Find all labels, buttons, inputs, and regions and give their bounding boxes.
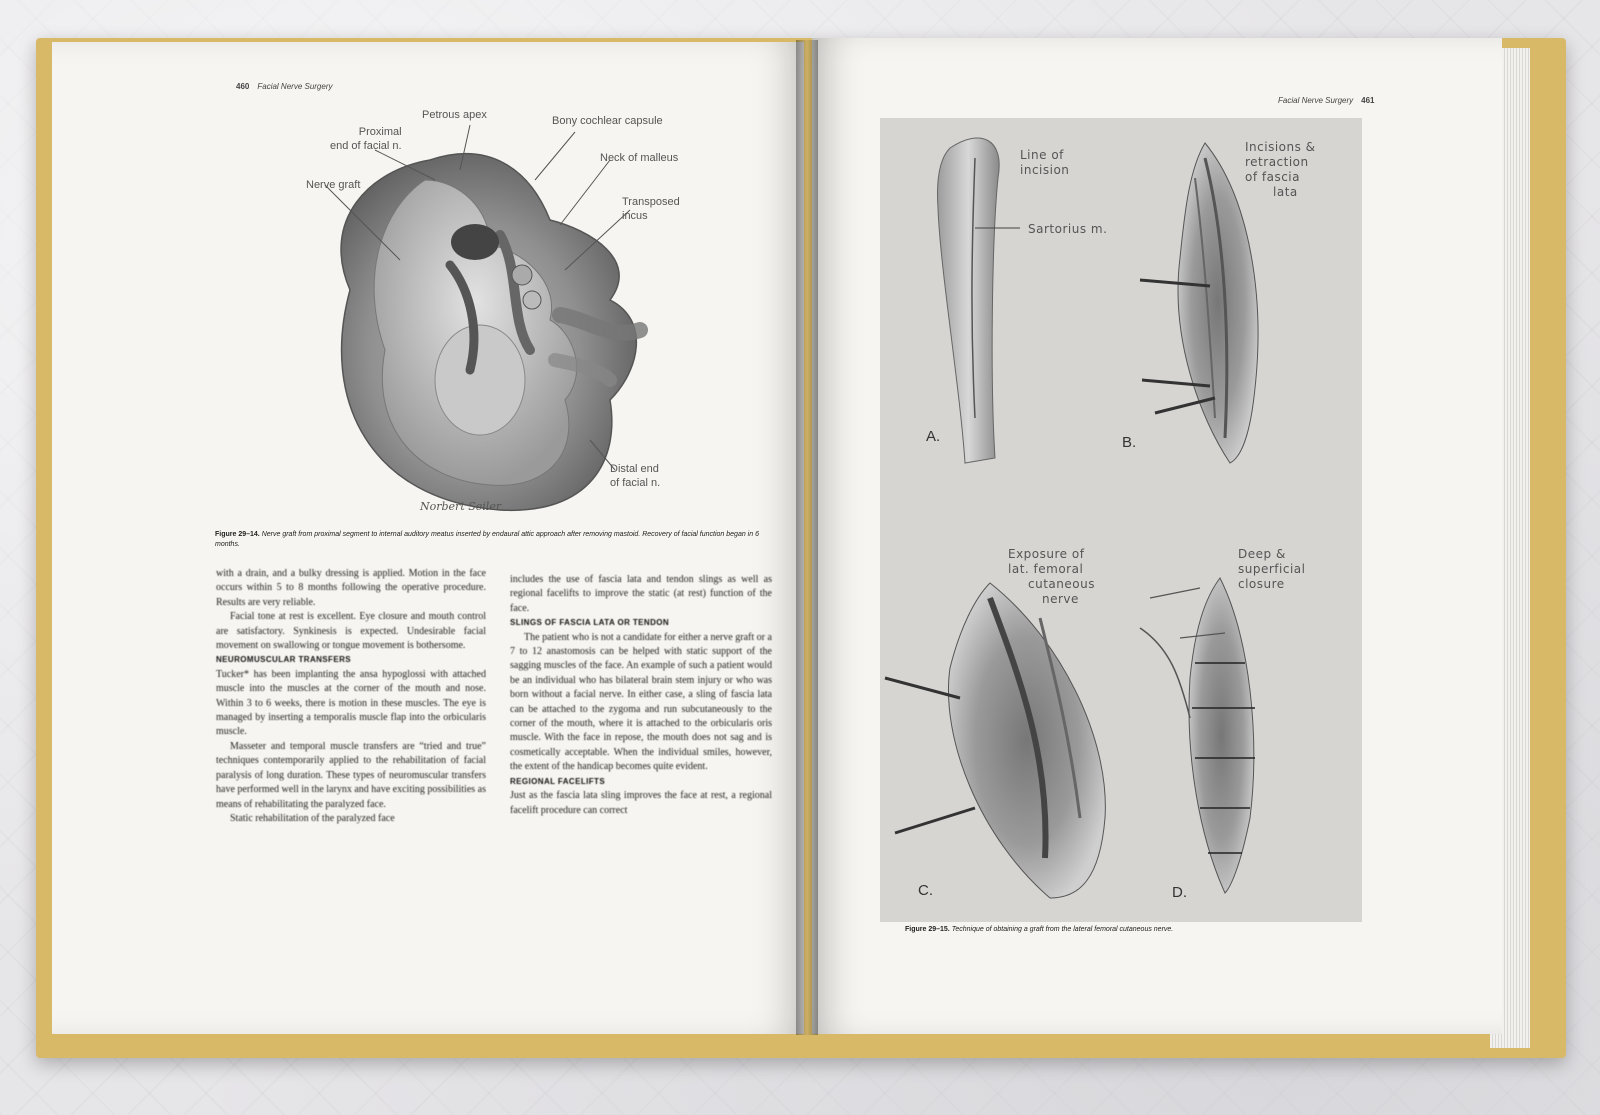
label-nerve-graft: Nerve graft — [306, 179, 361, 191]
paragraph: includes the use of fascia lata and tendon slings as well as regional facelifts to improve the static (at rest) function of the face. — [510, 574, 772, 614]
right-running-head — [1278, 96, 1383, 105]
left-figure-caption — [215, 530, 775, 550]
right-running-title: Facial Nerve Surgery — [1278, 96, 1354, 105]
label-transposed-incus: Transposed incus — [622, 196, 680, 222]
panel-label-b: B. — [1122, 434, 1137, 451]
panel-label-a: A. — [926, 428, 941, 445]
label-exposure-nerve: Exposure of lat. femoral cutaneous nerve — [1008, 547, 1095, 606]
panel-label-c: C. — [918, 882, 933, 899]
panel-label-d: D. — [1172, 884, 1187, 901]
left-column-2 — [510, 573, 772, 818]
label-distal-end: Distal end of facial n. — [610, 463, 661, 489]
paragraph: The patient who is not a candidate for either a nerve graft or a 7 to 12 anastomosis can be helped with static support of the sagging muscles of the face. An example of such a patient would be an individual who has bilateral brain stem injury or who was born without a facial nerve. In either case, a sling of fascia lata can be attached to the zygoma and run subcutaneously to the corner of the mouth, where it is attached to the orbicularis oris muscle. With the face in repose, the mouth does not sag and is cosmetically acceptable. When the individual smiles, however, the extent of the handicap becomes quite evident. — [510, 631, 772, 773]
label-closure: Deep & superficial closure — [1238, 547, 1306, 591]
label-proximal: Proximal end of facial n. — [330, 126, 402, 152]
left-caption-label: Figure 29–14. — [215, 531, 260, 538]
paragraph: Masseter and temporal muscle transfers are “tried and true” techniques contemporarily applied to the rehabilitation of facial paralysis of long duration. These types of neuromuscular transfers have performed well in the larynx and have exciting possibilities as means of rehabilitating the paralyzed face. — [216, 740, 486, 810]
section-heading: SLINGS OF FASCIA LATA OR TENDON — [510, 618, 670, 628]
left-page-number: 460 — [236, 82, 250, 91]
label-neck-malleus: Neck of malleus — [600, 152, 679, 164]
paragraph: Static rehabilitation of the paralyzed face — [230, 812, 395, 824]
label-petrous-apex: Petrous apex — [422, 109, 487, 121]
temporal-bone-illustration — [170, 70, 720, 530]
right-caption-text: Technique of obtaining a graft from the lateral femoral cutaneous nerve. — [951, 926, 1174, 933]
right-page-number: 461 — [1361, 96, 1375, 105]
label-bony-capsule: Bony cochlear capsule — [552, 115, 663, 127]
label-incisions-retraction: Incisions & retraction of fascia lata — [1245, 140, 1316, 199]
book-gutter — [796, 40, 818, 1035]
graft-technique-drawing — [880, 118, 1362, 922]
label-sartorius: Sartorius m. — [1028, 222, 1108, 236]
section-heading: NEUROMUSCULAR TRANSFERS — [216, 655, 351, 665]
left-column-1 — [216, 567, 486, 826]
paragraph: Facial tone at rest is excellent. Eye closure and mouth control are satisfactory. Synkinesis is expected. Undesirable facial movement on swallowing or tongue movement is bothersome. — [216, 611, 486, 652]
left-running-title: Facial Nerve Surgery — [257, 82, 333, 91]
left-caption-text: Nerve graft from proximal segment to internal auditory meatus inserted by endaural attic approach after removing mastoid. Recovery of facial function began in 6 months. — [215, 531, 759, 548]
section-heading: REGIONAL FACELIFTS — [510, 776, 606, 786]
label-line-of-incision: Line of incision — [1020, 148, 1070, 177]
paragraph: Tucker* has been implanting the ansa hypoglossi with attached muscle into the muscles at the corner of the mouth and nose. Within 3 to 6 weeks, there is motion in these muscles. The eye is managed by inserting a temporalis muscle flap into the orbicularis muscle. — [216, 668, 486, 738]
artist-signature: Norbert Seiler — [420, 500, 502, 513]
paragraph: with a drain, and a bulky dressing is applied. Motion in the face occurs within 5 to 8 months following the operative procedure. Results are very reliable. — [216, 568, 486, 608]
right-caption-label: Figure 29–15. — [905, 926, 950, 933]
right-figure-caption — [905, 925, 1345, 935]
paragraph: Just as the fascia lata sling improves the face at rest, a regional facelift procedure can correct — [510, 790, 772, 816]
